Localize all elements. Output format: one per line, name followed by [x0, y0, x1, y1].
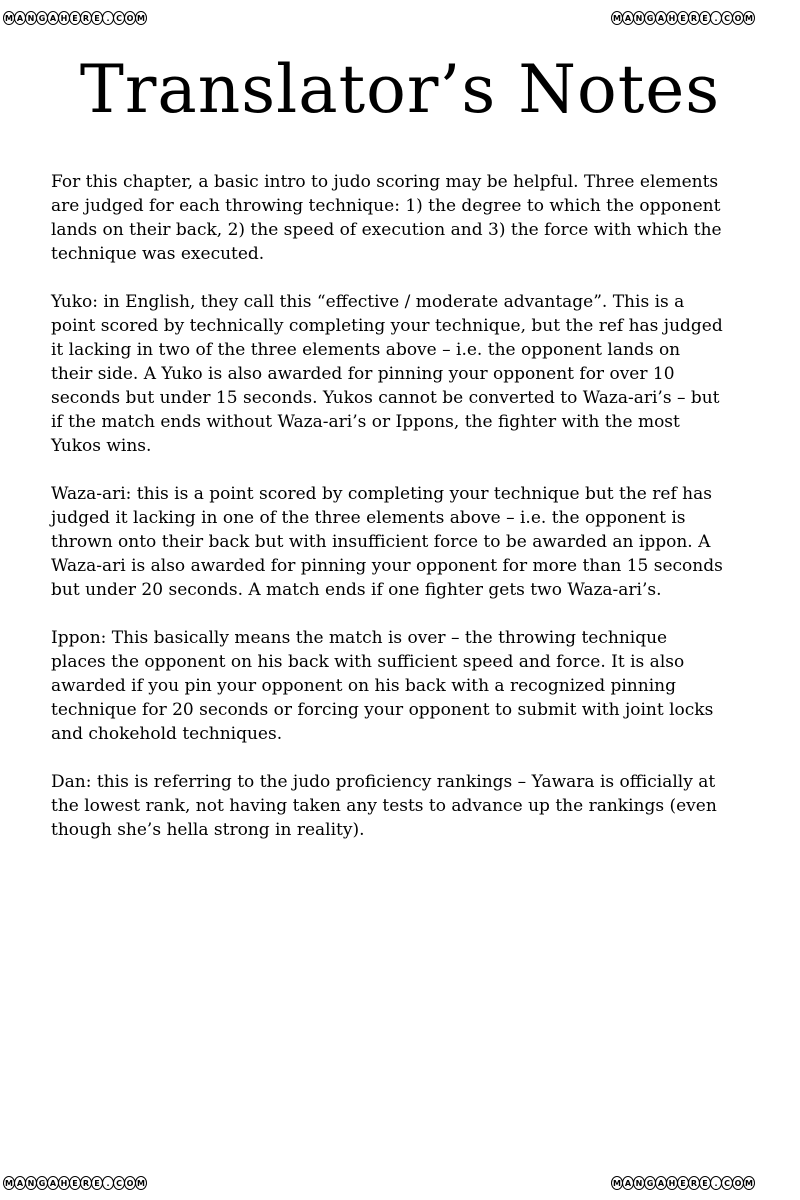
- watermark-letter: A: [622, 1176, 634, 1190]
- watermark-letter: H: [666, 1176, 678, 1190]
- watermark-letter: M: [743, 1176, 755, 1190]
- watermark-letter: .: [102, 11, 114, 25]
- text-line: seconds but under 15 seconds. Yukos cannot be converted to Waza-ari’s – but: [51, 388, 720, 408]
- text-line: point scored by technically completing your technique, but the ref has judged: [51, 316, 723, 336]
- watermark-letter: A: [14, 1176, 26, 1190]
- watermark-letter: G: [644, 1176, 656, 1190]
- watermark-letter: A: [14, 11, 26, 25]
- watermark-letter: M: [3, 11, 15, 25]
- watermark-letter: G: [36, 11, 48, 25]
- notes-body: [51, 170, 753, 866]
- watermark-letter: R: [688, 11, 700, 25]
- watermark-letter: M: [135, 11, 147, 25]
- text-line: if the match ends without Waza-ari’s or Ippons, the fighter with the most: [51, 412, 680, 432]
- watermark-letter: E: [69, 11, 81, 25]
- watermark-letter: E: [91, 11, 103, 25]
- watermark-letter: M: [135, 1176, 147, 1190]
- paragraph-ippon: [51, 626, 753, 746]
- watermark-letter: H: [666, 11, 678, 25]
- text-line: Ippon: This basically means the match is over – the throwing technique: [51, 628, 668, 648]
- watermark-letter: G: [36, 1176, 48, 1190]
- watermark-letter: C: [113, 11, 125, 25]
- watermark-bottom-right: [611, 1175, 754, 1191]
- watermark-letter: H: [58, 1176, 70, 1190]
- watermark-letter: E: [699, 1176, 711, 1190]
- watermark-letter: A: [47, 1176, 59, 1190]
- watermark-letter: E: [69, 1176, 81, 1190]
- text-line: and chokehold techniques.: [51, 724, 283, 744]
- text-line: the lowest rank, not having taken any tests to advance up the rankings (even: [51, 796, 717, 816]
- text-line: Yukos wins.: [51, 436, 152, 456]
- text-line: Waza-ari is also awarded for pinning your opponent for more than 15 seconds: [51, 556, 723, 576]
- watermark-letter: .: [710, 11, 722, 25]
- watermark-letter: E: [91, 1176, 103, 1190]
- watermark-letter: E: [677, 1176, 689, 1190]
- text-line: technique for 20 seconds or forcing your opponent to submit with joint locks: [51, 700, 714, 720]
- text-line: it lacking in two of the three elements above – i.e. the opponent lands on: [51, 340, 681, 360]
- watermark-letter: C: [721, 1176, 733, 1190]
- text-line: Yuko: in English, they call this “effective / moderate advantage”. This is a: [51, 292, 685, 312]
- watermark-letter: A: [655, 1176, 667, 1190]
- text-line: though she’s hella strong in reality).: [51, 820, 365, 840]
- watermark-letter: N: [25, 11, 37, 25]
- paragraph-judo-scoring-intro: [51, 170, 753, 266]
- watermark-letter: E: [677, 11, 689, 25]
- watermark-letter: N: [633, 1176, 645, 1190]
- watermark-letter: N: [633, 11, 645, 25]
- watermark-letter: C: [113, 1176, 125, 1190]
- paragraph-yuko: [51, 290, 753, 458]
- text-line: but under 20 seconds. A match ends if one fighter gets two Waza-ari’s.: [51, 580, 662, 600]
- watermark-letter: M: [611, 11, 623, 25]
- watermark-letter: .: [102, 1176, 114, 1190]
- text-line: judged it lacking in one of the three elements above – i.e. the opponent is: [51, 508, 686, 528]
- text-line: lands on their back, 2) the speed of execution and 3) the force with which the: [51, 220, 722, 240]
- watermark-letter: M: [611, 1176, 623, 1190]
- watermark-letter: .: [710, 1176, 722, 1190]
- watermark-letter: R: [688, 1176, 700, 1190]
- text-line: awarded if you pin your opponent on his back with a recognized pinning: [51, 676, 676, 696]
- watermark-letter: E: [699, 11, 711, 25]
- text-line: their side. A Yuko is also awarded for pinning your opponent for over 10: [51, 364, 675, 384]
- watermark-letter: M: [743, 11, 755, 25]
- text-line: technique was executed.: [51, 244, 265, 264]
- watermark-letter: M: [3, 1176, 15, 1190]
- watermark-letter: H: [58, 11, 70, 25]
- watermark-letter: O: [124, 1176, 136, 1190]
- watermark-top-left: [3, 10, 146, 26]
- paragraph-dan: [51, 770, 753, 842]
- watermark-letter: G: [644, 11, 656, 25]
- watermark-top-right: [611, 10, 754, 26]
- watermark-letter: C: [721, 11, 733, 25]
- watermark-letter: O: [732, 1176, 744, 1190]
- text-line: For this chapter, a basic intro to judo scoring may be helpful. Three elements: [51, 172, 719, 192]
- text-line: Waza-ari: this is a point scored by completing your technique but the ref has: [51, 484, 712, 504]
- text-line: are judged for each throwing technique: 1) the degree to which the opponent: [51, 196, 721, 216]
- text-line: thrown onto their back but with insufficient force to be awarded an ippon. A: [51, 532, 711, 552]
- text-line: places the opponent on his back with sufficient speed and force. It is also: [51, 652, 685, 672]
- watermark-bottom-left: [3, 1175, 146, 1191]
- watermark-letter: O: [732, 11, 744, 25]
- watermark-letter: A: [655, 11, 667, 25]
- watermark-letter: O: [124, 11, 136, 25]
- watermark-letter: N: [25, 1176, 37, 1190]
- watermark-letter: R: [80, 1176, 92, 1190]
- watermark-letter: R: [80, 11, 92, 25]
- page-title: Translator’s Notes: [79, 51, 721, 128]
- paragraph-waza-ari: [51, 482, 753, 602]
- text-line: Dan: this is referring to the judo proficiency rankings – Yawara is officially at: [51, 772, 716, 792]
- watermark-letter: A: [622, 11, 634, 25]
- watermark-letter: A: [47, 11, 59, 25]
